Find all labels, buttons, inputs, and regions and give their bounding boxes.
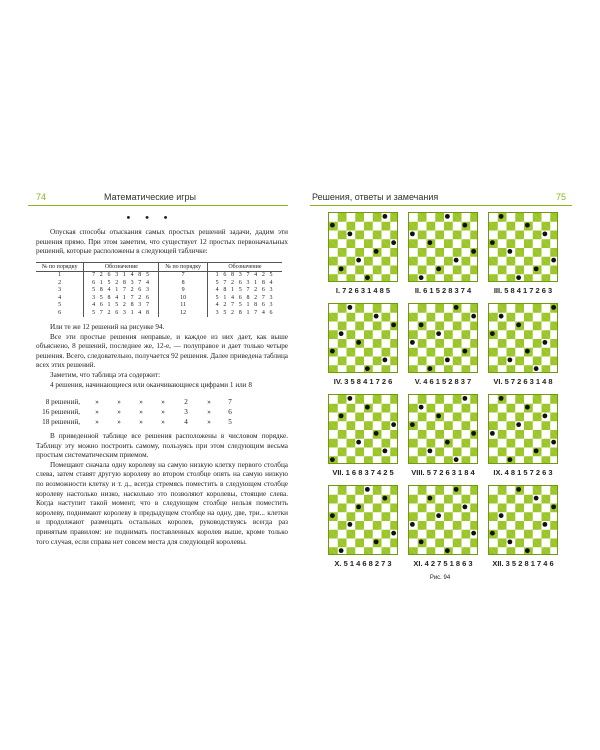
queen-marker	[391, 531, 396, 536]
queen-marker	[507, 539, 512, 544]
board-label: VIII. 5 7 2 6 3 1 8 4	[411, 468, 475, 477]
table-cell-number: 9	[159, 287, 207, 295]
queen-marker	[462, 396, 467, 401]
page-number-left: 74	[36, 192, 47, 202]
stat-cell: 2	[184, 398, 188, 406]
statistics-rows	[36, 398, 288, 428]
queen-marker	[551, 258, 556, 263]
table-row	[36, 287, 282, 295]
stat-cell: »	[95, 398, 99, 406]
chess-board	[488, 485, 558, 555]
table-header-row	[36, 263, 282, 272]
stat-cell: 7	[228, 398, 232, 406]
board-label: XI. 4 2 7 5 1 8 6 3	[413, 559, 473, 568]
paragraph-6: В приведенной таблице все решения расположены в числовом порядке. Таблицу эту можно построить самому, пользуясь при этом следующим весьма простым систематическим приемом.	[36, 432, 288, 460]
queen-marker	[454, 305, 459, 310]
queen-marker	[410, 231, 415, 236]
paragraph-1: Опуская способы отыскания самых простых решений задачи, дадим эти решения прямо. При этом заметим, что существует 12 простых первоначальных решений, которые расположены в следующей табличке:	[36, 228, 288, 256]
chess-board	[488, 303, 558, 373]
queen-marker	[382, 448, 387, 453]
queen-marker	[347, 305, 352, 310]
queen-marker	[499, 513, 504, 518]
queen-marker	[347, 396, 352, 401]
header-rule-left	[28, 205, 288, 206]
queen-marker	[542, 413, 547, 418]
chess-board	[328, 485, 398, 555]
stat-cell: 16 решений,	[42, 408, 80, 416]
queen-marker	[330, 223, 335, 228]
board-label: III. 5 8 4 1 7 2 6 3	[493, 286, 553, 295]
queen-marker	[471, 531, 476, 536]
queen-marker	[471, 249, 476, 254]
queen-marker	[525, 548, 530, 553]
board-queens	[409, 395, 477, 463]
stat-cell: »	[117, 398, 121, 406]
board-queens	[329, 304, 397, 372]
board-queens	[329, 213, 397, 281]
queen-marker	[365, 487, 370, 492]
queen-marker	[391, 240, 396, 245]
queen-marker	[471, 314, 476, 319]
board-queens	[409, 213, 477, 281]
board-label: VI. 5 7 2 6 3 1 4 8	[493, 377, 553, 386]
intro-paragraph	[36, 228, 288, 257]
queen-marker	[525, 405, 530, 410]
queen-marker	[454, 487, 459, 492]
queen-marker	[427, 240, 432, 245]
chess-board	[488, 394, 558, 464]
table-row	[36, 272, 282, 280]
board-label: IX. 4 8 1 5 7 2 6 3	[493, 468, 553, 477]
queen-marker	[516, 322, 521, 327]
middle-text	[36, 323, 288, 390]
queen-marker	[374, 314, 379, 319]
queen-marker	[391, 322, 396, 327]
paragraph-5: 4 решения, начинающиеся или оканчивающиеся цифрами 1 или 8	[50, 380, 252, 389]
chess-board	[408, 394, 478, 464]
queen-marker	[427, 448, 432, 453]
chess-board	[408, 212, 478, 282]
board-label: VII. 1 6 8 3 7 4 2 5	[332, 468, 394, 477]
chess-board	[408, 485, 478, 555]
queen-marker	[347, 522, 352, 527]
table-cell-code: 4 8 1 5 7 2 6 3	[207, 287, 282, 295]
col-header-code-1: Обозначение	[84, 263, 159, 272]
table-cell-code: 7 2 6 3 1 4 8 5	[84, 272, 159, 280]
col-header-number-1: № по порядку	[36, 263, 84, 272]
queen-marker	[490, 331, 495, 336]
stat-cell: »	[139, 398, 143, 406]
stat-cell: »	[207, 408, 211, 416]
queen-marker	[525, 349, 530, 354]
queen-marker	[356, 440, 361, 445]
table-cell-code: 4 2 7 5 1 8 6 3	[207, 302, 282, 310]
queen-marker	[436, 513, 441, 518]
queen-marker	[551, 305, 556, 310]
queen-marker	[410, 340, 415, 345]
queen-marker	[462, 223, 467, 228]
queen-marker	[339, 331, 344, 336]
queen-marker	[436, 266, 441, 271]
queen-marker	[499, 214, 504, 219]
queen-marker	[374, 431, 379, 436]
queen-marker	[507, 357, 512, 362]
table-cell-code: 5 7 2 6 3 1 4 8	[84, 310, 159, 318]
queen-marker	[427, 496, 432, 501]
board-label: X. 5 1 4 6 8 2 7 3	[334, 559, 392, 568]
queen-marker	[356, 258, 361, 263]
queen-marker	[419, 539, 424, 544]
paragraph-2: Или те же 12 решений на рисунке 94.	[50, 323, 165, 331]
table-cell-code: 3 5 2 8 1 7 4 6	[207, 310, 282, 318]
queen-marker	[419, 275, 424, 280]
queen-marker	[436, 331, 441, 336]
stat-cell: 3	[184, 408, 188, 416]
board-label: XII. 3 5 2 8 1 7 4 6	[492, 559, 554, 568]
table-row	[36, 302, 282, 310]
stat-row	[36, 418, 288, 428]
section-dots: • • •	[126, 212, 174, 224]
table-cell-number: 5	[58, 302, 62, 308]
queen-marker	[516, 275, 521, 280]
queen-marker	[471, 431, 476, 436]
queen-marker	[374, 539, 379, 544]
queen-marker	[445, 548, 450, 553]
queen-marker	[382, 496, 387, 501]
board-queens	[409, 486, 477, 554]
queen-marker	[542, 340, 547, 345]
table-cell-code: 5 7 2 6 3 1 8 4	[207, 280, 282, 288]
queen-marker	[516, 422, 521, 427]
board-queens	[489, 395, 557, 463]
chess-board	[328, 394, 398, 464]
queen-marker	[374, 249, 379, 254]
queen-marker	[516, 487, 521, 492]
queen-marker	[356, 504, 361, 509]
running-head-left: Математические игры	[103, 192, 197, 202]
queen-marker	[499, 314, 504, 319]
table-row	[36, 295, 282, 303]
stat-cell: »	[95, 418, 99, 426]
table-cell-number: 12	[159, 310, 207, 318]
queen-marker	[551, 440, 556, 445]
board-queens	[489, 213, 557, 281]
chess-board	[328, 303, 398, 373]
stat-cell: »	[117, 408, 121, 416]
queen-marker	[347, 231, 352, 236]
col-header-number-2: № по порядку	[159, 263, 207, 272]
board-queens	[329, 486, 397, 554]
queen-marker	[551, 504, 556, 509]
table-cell-code: 5 1 4 6 8 2 7 3	[207, 295, 282, 303]
stat-row	[36, 408, 288, 418]
queen-marker	[507, 249, 512, 254]
stat-cell: 5	[228, 418, 232, 426]
running-head-right: Решения, ответы и замечания	[312, 192, 439, 202]
queen-marker	[454, 258, 459, 263]
table-cell-code: 4 6 1 5 2 8 3 7	[84, 302, 159, 310]
table-cell-number: 10	[159, 295, 207, 303]
table-cell-number: 4	[58, 294, 62, 301]
right-page	[300, 0, 600, 750]
paragraph-3: Все эти простые решения неправые, и каждое из них дает, как выше объяснено, 8 решений, последнее же, 12-е, — полуправое и дает только четыре решения. Всего, следовательно, получается 92 решения. Далее приведена таблица всех этих решений.	[36, 332, 288, 370]
col-header-code-2: Обозначение	[207, 263, 282, 272]
queen-marker	[339, 548, 344, 553]
stat-cell: 6	[228, 408, 232, 416]
stat-cell: »	[139, 408, 143, 416]
stat-cell: »	[161, 408, 165, 416]
queen-marker	[534, 448, 539, 453]
queen-marker	[339, 266, 344, 271]
stat-cell: »	[161, 418, 165, 426]
queen-marker	[410, 422, 415, 427]
closing-text	[36, 432, 288, 547]
queen-marker	[490, 240, 495, 245]
stat-cell: »	[161, 398, 165, 406]
queen-marker	[534, 266, 539, 271]
solutions-table	[36, 262, 282, 317]
stat-cell: »	[207, 398, 211, 406]
queen-marker	[356, 340, 361, 345]
queen-marker	[542, 522, 547, 527]
queen-marker	[534, 496, 539, 501]
table-cell-number: 2	[58, 279, 62, 286]
stat-cell: »	[95, 408, 99, 416]
table-cell-code: 5 8 4 1 7 2 6 3	[84, 287, 159, 295]
queen-marker	[427, 366, 432, 371]
table-cell-number: 1	[58, 272, 62, 278]
queen-marker	[499, 396, 504, 401]
board-label: IV. 3 5 8 4 1 7 2 6	[333, 377, 393, 386]
queen-marker	[339, 413, 344, 418]
table-cell-code: 3 5 8 4 1 7 2 6	[84, 295, 159, 303]
chess-board	[328, 212, 398, 282]
board-label: V. 4 6 1 5 2 8 3 7	[414, 377, 472, 386]
queen-marker	[542, 231, 547, 236]
queen-marker	[391, 422, 396, 427]
board-queens	[489, 304, 557, 372]
queen-marker	[490, 531, 495, 536]
board-label: II. 6 1 5 2 8 3 7 4	[414, 286, 472, 295]
stat-cell: »	[117, 418, 121, 426]
queen-marker	[330, 513, 335, 518]
queen-marker	[525, 223, 530, 228]
queen-marker	[419, 405, 424, 410]
queen-marker	[365, 405, 370, 410]
table-cell-number: 8	[159, 280, 207, 288]
queen-marker	[507, 457, 512, 462]
paragraph-7: Помещают сначала одну королеву на самую низкую клетку первого столбца слева, затем ставят другую королеву во втором столбце опять на самую низкую по возможности клетку и т. д., всегда стремясь поместить в следующем столбце королеву настолько низко, насколько это позволяют королевы, стоящие слева. Когда наступит такой момент, что в следующем столбце нельзя поместить королеву, поднимают королеву в предыдущем столбце на одну, две, три... клетки и продолжают размещать остальных королев, руководствуясь всегда раз принятым правилом: не поднимать поставленных королев выше, кроме только того случая, если справа нет совсем места для следующей королевы.	[36, 460, 288, 546]
stat-cell: »	[207, 418, 211, 426]
chess-board	[408, 303, 478, 373]
board-queens	[409, 304, 477, 372]
queen-marker	[382, 214, 387, 219]
table-cell-code: 1 6 8 3 7 4 2 5	[207, 272, 282, 280]
table-row	[36, 310, 282, 318]
queen-marker	[330, 349, 335, 354]
header-rule-right	[310, 205, 572, 206]
figure-caption: Рис. 94	[429, 575, 451, 581]
board-queens	[329, 395, 397, 463]
table-cell-number: 11	[159, 302, 207, 310]
queen-marker	[534, 366, 539, 371]
board-queens	[489, 486, 557, 554]
page-number-right: 75	[556, 192, 567, 202]
table-cell-number: 6	[58, 309, 62, 316]
stat-cell: 4	[184, 418, 188, 426]
stat-cell: 8 решений,	[45, 398, 80, 406]
queen-marker	[445, 357, 450, 362]
queen-marker	[445, 440, 450, 445]
queen-marker	[382, 357, 387, 362]
queen-marker	[490, 431, 495, 436]
queen-marker	[330, 457, 335, 462]
queen-marker	[445, 214, 450, 219]
queen-marker	[454, 457, 459, 462]
stat-cell: 18 решений,	[42, 418, 80, 426]
board-label: I. 7 2 6 3 1 4 8 5	[335, 286, 391, 295]
queen-marker	[462, 349, 467, 354]
queen-marker	[365, 366, 370, 371]
table-cell-number: 3	[58, 287, 62, 293]
stat-cell: »	[139, 418, 143, 426]
table-cell-code: 6 1 5 2 8 3 7 4	[84, 280, 159, 288]
chess-board	[488, 212, 558, 282]
table-row	[36, 280, 282, 288]
queen-marker	[462, 504, 467, 509]
stat-row	[36, 398, 288, 408]
queen-marker	[419, 322, 424, 327]
queen-marker	[436, 413, 441, 418]
table-body	[36, 272, 282, 318]
queen-marker	[410, 522, 415, 527]
queen-marker	[365, 275, 370, 280]
table-cell-number: 7	[159, 272, 207, 280]
paragraph-4: Заметим, что таблица эта содержит:	[50, 370, 161, 379]
